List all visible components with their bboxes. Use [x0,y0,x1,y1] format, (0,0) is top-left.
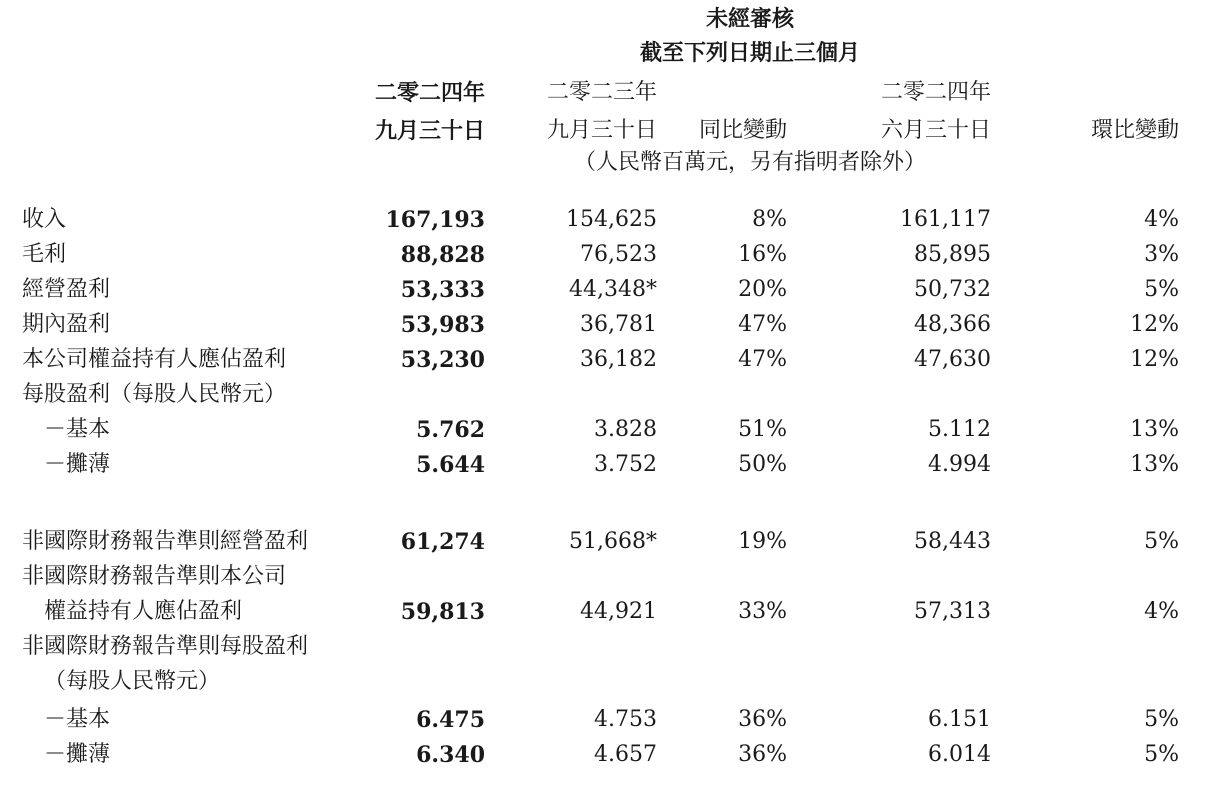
col1-header-line2: 九月三十日 [374,118,485,144]
qoq-change: 5% [1144,742,1179,767]
table-row [0,205,1211,235]
row-label: 經營盈利 [22,277,111,302]
row-label: －攤薄 [44,742,111,767]
yoy-change: 19% [738,529,787,554]
table-row [0,310,1211,340]
yoy-change: 16% [738,242,787,267]
yoy-change: 47% [738,312,787,337]
value-2024q2: 58,443 [914,529,991,554]
audit-status-heading: 未經審核 [705,6,794,32]
col3-header: 同比變動 [698,118,787,143]
value-2023q3: 154,625 [566,207,657,232]
qoq-change: 5% [1144,529,1179,554]
yoy-change: 36% [738,742,787,767]
row-label: －基本 [44,707,111,732]
yoy-change: 51% [738,417,787,442]
yoy-change: 20% [738,277,787,302]
qoq-change: 12% [1130,312,1179,337]
table-row [0,240,1211,270]
period-heading: 截至下列日期止三個月 [639,40,860,66]
qoq-change: 5% [1144,277,1179,302]
value-2024q2: 5.112 [928,417,991,442]
value-2024q3: 88,828 [400,242,485,268]
col2-header-line1: 二零二三年 [546,80,657,105]
value-2024q3: 5.762 [416,417,485,443]
value-2024q2: 50,732 [914,277,991,302]
yoy-change: 36% [738,707,787,732]
table-row [0,527,1211,557]
table-row [0,380,1211,410]
col2-header-line2: 九月三十日 [546,118,657,143]
col4-header-line2: 六月三十日 [880,118,991,143]
value-2023q3: 76,523 [580,242,657,267]
value-2024q2: 57,313 [914,599,991,624]
value-2023q3: 44,921 [580,599,657,624]
yoy-change: 47% [738,347,787,372]
row-label: 收入 [22,207,67,232]
row-label: 非國際財務報告準則經營盈利 [22,529,309,554]
table-row [0,562,1211,592]
unit-note: （人民幣百萬元，另有指明者除外） [573,150,926,175]
qoq-change: 13% [1130,452,1179,477]
table-row [0,450,1211,480]
value-2024q3: 6.475 [416,707,485,733]
value-2024q3: 59,813 [400,599,485,625]
value-2024q3: 6.340 [416,742,485,768]
table-row [0,415,1211,445]
table-row [0,275,1211,305]
value-2024q2: 161,117 [900,207,991,232]
yoy-change: 50% [738,452,787,477]
value-2023q3: 51,668* [569,529,657,554]
col1-header-line1: 二零二四年 [374,80,485,106]
qoq-change: 5% [1144,707,1179,732]
value-2024q3: 53,230 [400,347,485,373]
table-row [0,667,1211,697]
value-2023q3: 36,182 [580,347,657,372]
table-row [0,705,1211,735]
row-label: －攤薄 [44,452,111,477]
col4-header-line1: 二零二四年 [880,80,991,105]
row-label: 期內盈利 [22,312,111,337]
row-label: －基本 [44,417,111,442]
value-2023q3: 36,781 [580,312,657,337]
row-label: 毛利 [22,242,67,267]
yoy-change: 33% [738,599,787,624]
value-2023q3: 44,348* [569,277,657,302]
qoq-change: 12% [1130,347,1179,372]
row-label: 非國際財務報告準則本公司 [22,564,287,589]
row-label: （每股人民幣元） [44,669,221,694]
table-row [0,597,1211,627]
value-2024q3: 167,193 [385,207,485,233]
value-2024q2: 4.994 [928,452,991,477]
value-2024q2: 6.014 [928,742,991,767]
table-row [0,740,1211,770]
value-2024q3: 53,333 [400,277,485,303]
qoq-change: 4% [1144,207,1179,232]
yoy-change: 8% [752,207,787,232]
col5-header: 環比變動 [1090,118,1179,143]
row-label: 每股盈利（每股人民幣元） [22,382,287,407]
qoq-change: 3% [1144,242,1179,267]
value-2024q3: 5.644 [416,452,485,478]
value-2023q3: 4.753 [594,707,657,732]
value-2024q2: 48,366 [914,312,991,337]
value-2024q2: 47,630 [914,347,991,372]
table-row [0,345,1211,375]
value-2024q3: 53,983 [400,312,485,338]
row-label: 本公司權益持有人應佔盈利 [22,347,287,372]
value-2024q2: 85,895 [914,242,991,267]
value-2023q3: 3.752 [594,452,657,477]
row-label: 權益持有人應佔盈利 [44,599,243,624]
value-2024q2: 6.151 [928,707,991,732]
value-2023q3: 4.657 [594,742,657,767]
qoq-change: 4% [1144,599,1179,624]
row-label: 非國際財務報告準則每股盈利 [22,634,309,659]
qoq-change: 13% [1130,417,1179,442]
value-2024q3: 61,274 [400,529,485,555]
value-2023q3: 3.828 [594,417,657,442]
table-row [0,632,1211,662]
